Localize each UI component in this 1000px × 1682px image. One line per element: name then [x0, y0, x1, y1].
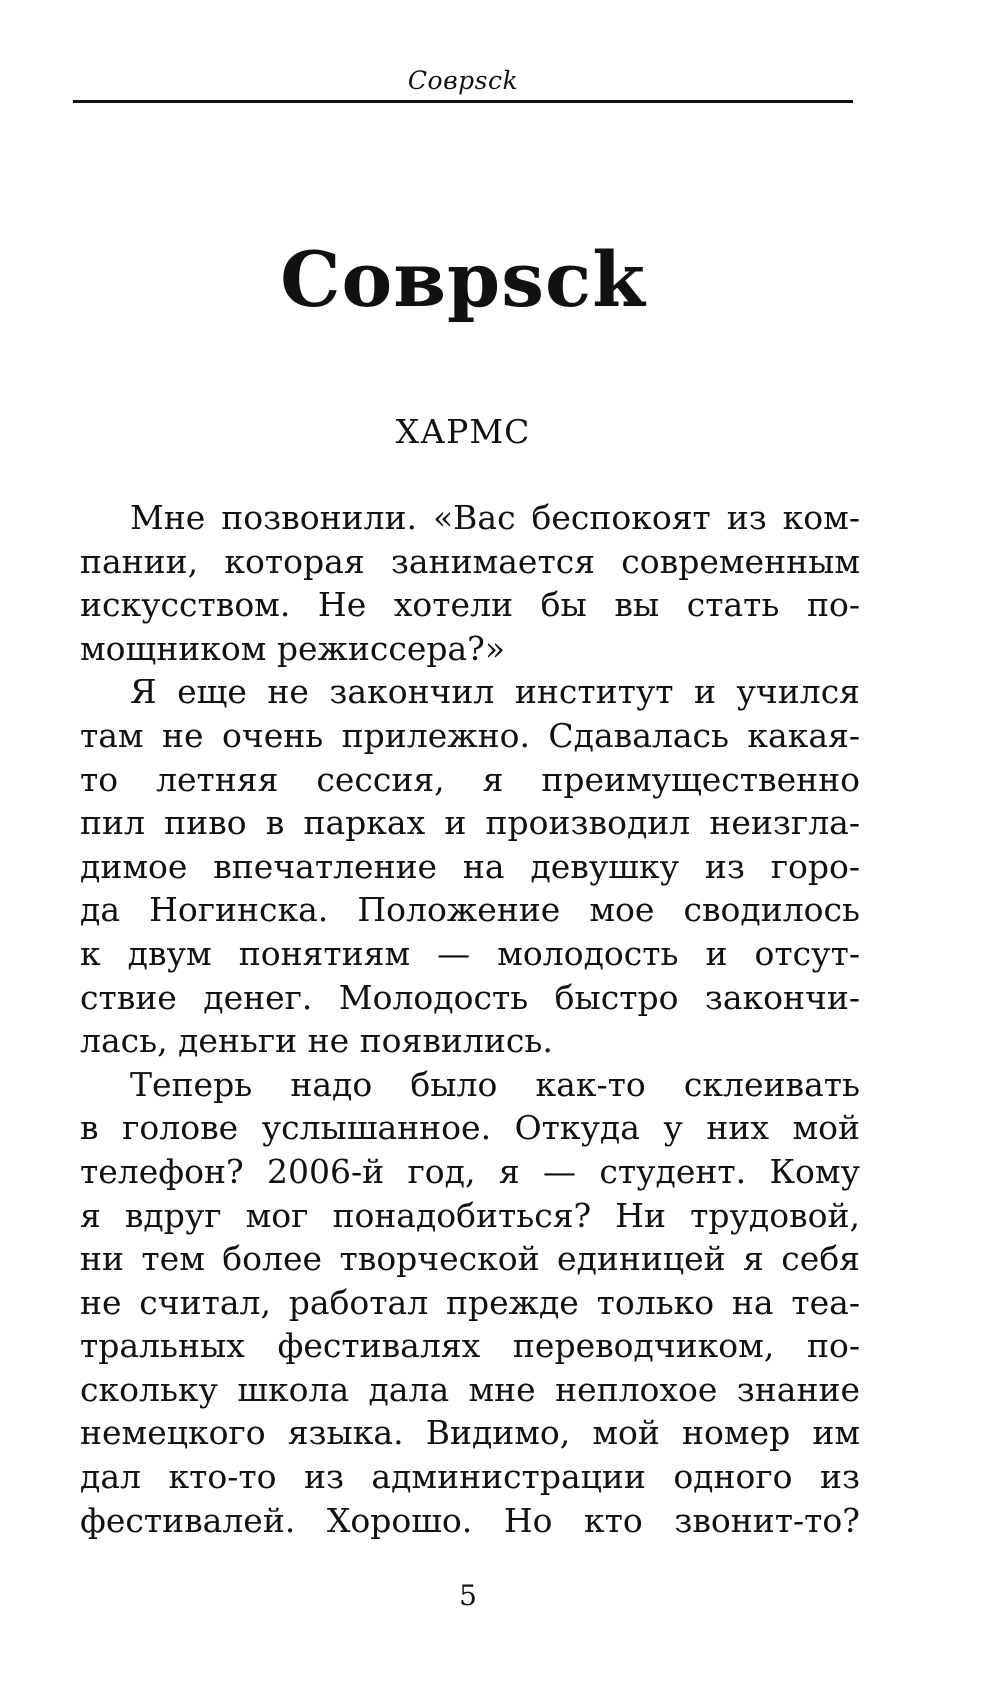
- text-line: ствие денег. Молодость быстро закончи-: [80, 977, 860, 1017]
- text-line: дал кто-то из администрации одного из: [80, 1457, 860, 1497]
- text-line: Мне позвонили. «Вас беспокоят из ком-: [130, 498, 860, 537]
- text-line: я вдруг мог понадобиться? Ни трудовой,: [80, 1195, 860, 1235]
- body-text: [80, 496, 860, 1542]
- text-line: пании, которая занимается современным: [80, 541, 860, 581]
- text-line: немецкого языка. Видимо, мой номер им: [80, 1413, 860, 1453]
- text-line: димое впечатление на девушку из горо-: [80, 846, 860, 886]
- text-line: ни тем более творческой единицей я себя: [80, 1239, 860, 1279]
- text-line: фестивалей. Хорошо. Но кто звонит-то?: [80, 1500, 860, 1540]
- header-rule: [73, 100, 853, 103]
- text-line: Я еще не закончил институт и учился: [130, 672, 860, 712]
- text-line: Теперь надо было как-то склеивать: [130, 1064, 860, 1104]
- text-line: тральных фестивалях переводчиком, по-: [80, 1326, 860, 1366]
- text-line: искусством. Не хотели бы вы стать по-: [80, 585, 860, 625]
- section-title: ХАРМС: [395, 412, 531, 451]
- text-line: там не очень прилежно. Сдавалась какая-: [80, 715, 860, 755]
- text-line: не считал, работал прежде только на теа-: [80, 1282, 860, 1322]
- text-line: к двум понятиям — молодость и отсут-: [80, 933, 860, 973]
- running-header: Соврsck: [407, 66, 519, 95]
- text-line: лась, деньги не появились.: [80, 1021, 553, 1061]
- text-line: да Ногинска. Положение мое сводилось: [80, 890, 860, 930]
- page-number: 5: [459, 1579, 477, 1612]
- text-line: то летняя сессия, я преимущественно: [80, 759, 860, 799]
- text-line: телефон? 2006-й год, я — студент. Кому: [80, 1151, 860, 1191]
- text-line: в голове услышанное. Откуда у них мой: [80, 1108, 860, 1148]
- text-line: мощником режиссера?»: [80, 628, 506, 668]
- chapter-title: Соврsck: [280, 235, 646, 324]
- text-line: пил пиво в парках и производил неизгла-: [80, 803, 860, 843]
- text-line: скольку школа дала мне неплохое знание: [80, 1369, 860, 1409]
